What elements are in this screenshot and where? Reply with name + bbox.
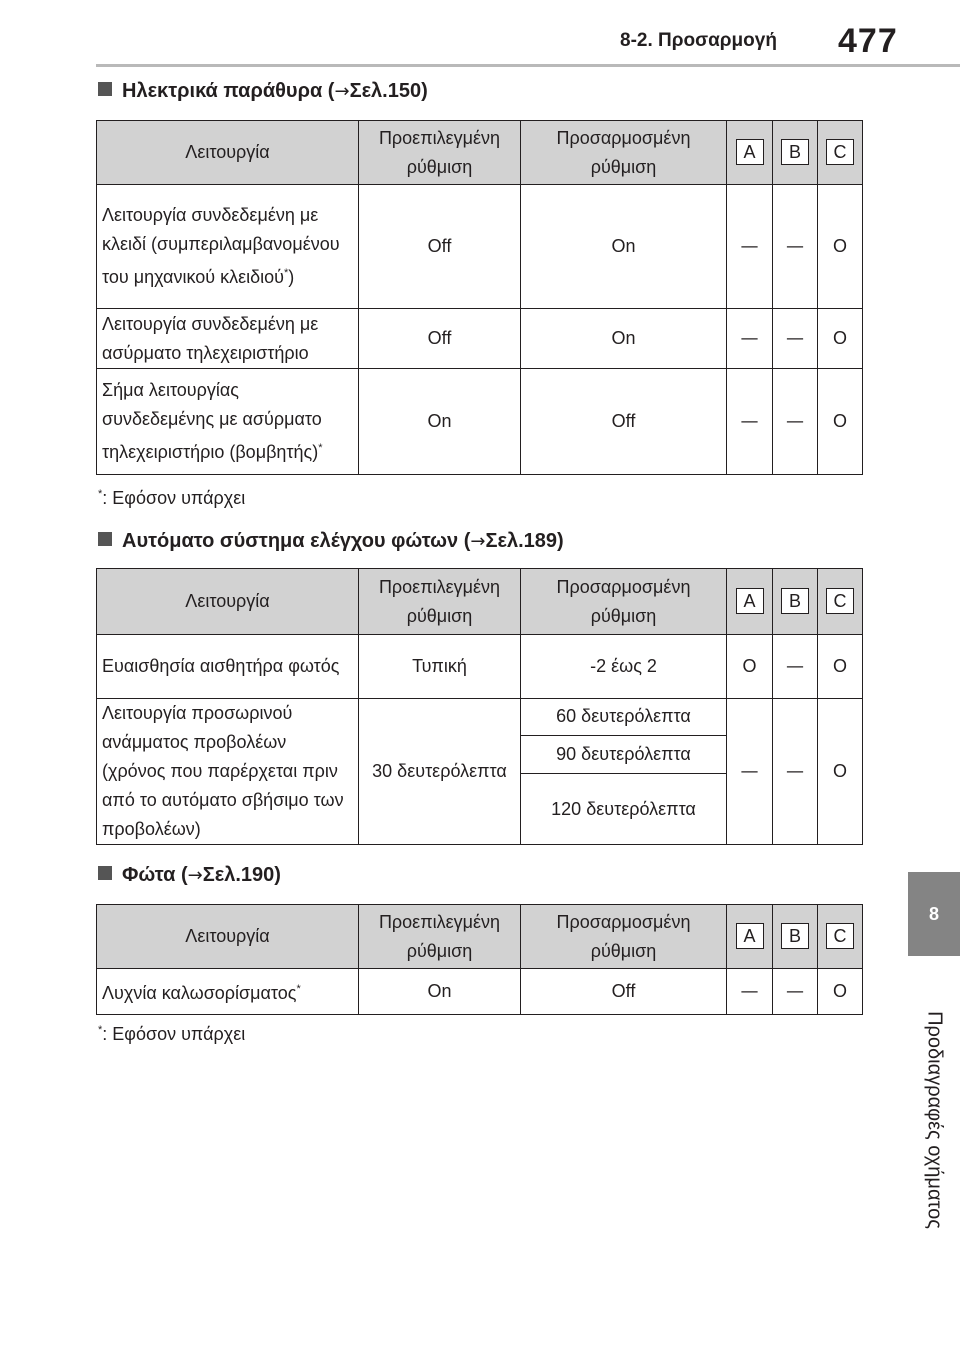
- table-header-row: [97, 905, 863, 969]
- page-header: [0, 0, 960, 70]
- table-row: [97, 309, 863, 369]
- section-heading: Φώτα (→Σελ.190): [98, 864, 281, 887]
- row-c: O: [818, 185, 863, 309]
- row-custom: On: [521, 185, 727, 309]
- header-default: Προεπιλεγμένη ρύθμιση: [359, 121, 521, 185]
- row-function: Λειτουργία συνδεδεμένη με κλειδί (συμπεριλαμβανομένου του μηχανικού κλειδιού*): [97, 185, 359, 309]
- footnote: *: Εφόσον υπάρχει: [98, 488, 246, 508]
- row-c: O: [818, 699, 863, 845]
- section-heading: Ηλεκτρικά παράθυρα (→Σελ.150): [98, 80, 428, 103]
- row-custom-option: 90 δευτερόλεπτα: [521, 735, 727, 774]
- header-custom: Προσαρμοσμένη ρύθμιση: [521, 905, 727, 969]
- table-header-row: [97, 569, 863, 635]
- row-default: On: [359, 369, 521, 475]
- header-a: A: [727, 905, 773, 969]
- arrow-icon: →: [334, 81, 350, 102]
- row-custom-option: 60 δευτερόλεπτα: [521, 699, 727, 736]
- table-row: [97, 969, 863, 1015]
- row-a: —: [727, 969, 773, 1015]
- arrow-icon: →: [470, 531, 486, 552]
- row-a: —: [727, 309, 773, 369]
- header-function: Λειτουργία: [97, 905, 359, 969]
- row-b: —: [773, 369, 818, 475]
- header-b: B: [773, 569, 818, 635]
- header-a: A: [727, 569, 773, 635]
- settings-table: [96, 120, 863, 475]
- row-b: —: [773, 969, 818, 1015]
- row-custom: Off: [521, 369, 727, 475]
- row-c: O: [818, 369, 863, 475]
- row-custom: Off: [521, 969, 727, 1015]
- header-function: Λειτουργία: [97, 569, 359, 635]
- row-custom: On: [521, 309, 727, 369]
- footnote: *: Εφόσον υπάρχει: [98, 1024, 246, 1044]
- row-c: O: [818, 969, 863, 1015]
- table-row: [97, 699, 863, 736]
- header-b: B: [773, 905, 818, 969]
- row-function: Λειτουργία προσωρινού ανάμματος προβολέων (χρόνος που παρέρχεται πριν από το αυτόματο σβήσιμο των προβολέων): [97, 699, 359, 845]
- header-default: Προεπιλεγμένη ρύθμιση: [359, 905, 521, 969]
- row-a: —: [727, 185, 773, 309]
- row-function: Λειτουργία συνδεδεμένη με ασύρματο τηλεχειριστήριο: [97, 309, 359, 369]
- row-default: On: [359, 969, 521, 1015]
- row-default: Off: [359, 185, 521, 309]
- table-header-row: [97, 121, 863, 185]
- header-c: C: [818, 569, 863, 635]
- row-default: Off: [359, 309, 521, 369]
- row-function: Ευαισθησία αισθητήρα φωτός: [97, 635, 359, 699]
- page-number: 477: [838, 22, 898, 60]
- row-c: O: [818, 635, 863, 699]
- row-b: —: [773, 635, 818, 699]
- header-rule: [96, 64, 960, 67]
- page-reference: Σελ.150): [349, 80, 428, 102]
- section-heading: Αυτόματο σύστημα ελέγχου φώτων (→Σελ.189): [98, 530, 564, 553]
- row-c: O: [818, 309, 863, 369]
- header-function: Λειτουργία: [97, 121, 359, 185]
- header-b: B: [773, 121, 818, 185]
- header-default: Προεπιλεγμένη ρύθμιση: [359, 569, 521, 635]
- row-custom: -2 έως 2: [521, 635, 727, 699]
- row-a: —: [727, 699, 773, 845]
- chapter-side-label: Προδιαγραφές οχήματος: [923, 1011, 946, 1229]
- row-b: —: [773, 185, 818, 309]
- header-c: C: [818, 121, 863, 185]
- row-b: —: [773, 699, 818, 845]
- header-custom: Προσαρμοσμένη ρύθμιση: [521, 121, 727, 185]
- chapter-number: 8: [928, 904, 939, 924]
- table-row: [97, 369, 863, 475]
- page-reference: Σελ.190): [202, 864, 281, 886]
- row-a: —: [727, 369, 773, 475]
- chapter-tab: [908, 872, 960, 956]
- row-default: Τυπική: [359, 635, 521, 699]
- square-bullet-icon: [98, 82, 112, 96]
- row-b: —: [773, 309, 818, 369]
- square-bullet-icon: [98, 866, 112, 880]
- row-function: Λυχνία καλωσορίσματος*: [97, 969, 359, 1015]
- row-function: Σήμα λειτουργίας συνδεδεμένης με ασύρματο τηλεχειριστήριο (βομβητής)*: [97, 369, 359, 475]
- header-c: C: [818, 905, 863, 969]
- arrow-icon: →: [187, 865, 203, 886]
- table-row: [97, 635, 863, 699]
- header-a: A: [727, 121, 773, 185]
- square-bullet-icon: [98, 532, 112, 546]
- table-row: [97, 185, 863, 309]
- settings-table: [96, 904, 863, 1015]
- row-default: 30 δευτερόλεπτα: [359, 699, 521, 845]
- header-custom: Προσαρμοσμένη ρύθμιση: [521, 569, 727, 635]
- row-a: O: [727, 635, 773, 699]
- row-custom-option: 120 δευτερόλεπτα: [521, 774, 727, 845]
- settings-table: [96, 568, 863, 845]
- page-reference: Σελ.189): [485, 530, 564, 552]
- section-title: 8-2. Προσαρμογή: [620, 30, 777, 51]
